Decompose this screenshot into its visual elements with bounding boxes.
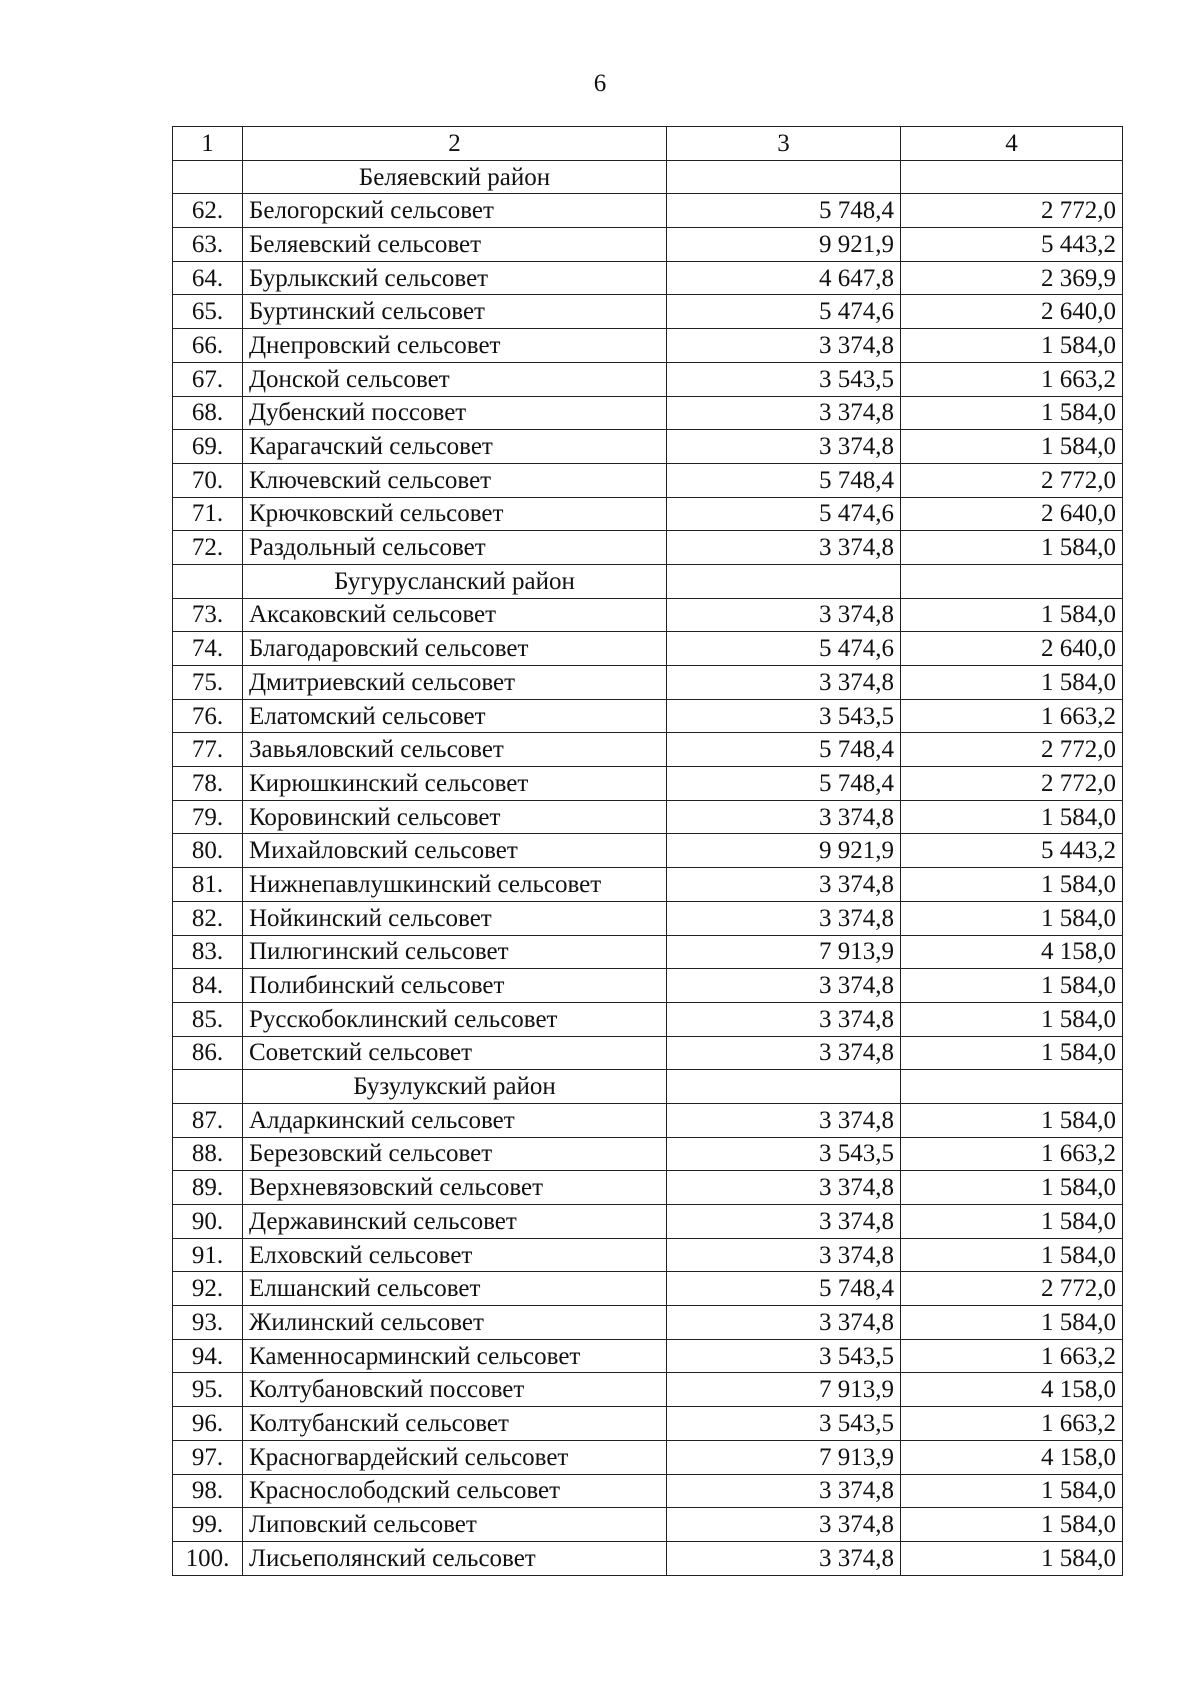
value-column-3: 5 748,4 [667,767,901,801]
row-number: 80. [173,834,243,868]
value-column-4: 2 640,0 [901,295,1123,329]
value-column-3: 3 374,8 [667,430,901,464]
table-row [173,531,1123,565]
row-number: 67. [173,362,243,396]
district-row [173,564,1123,598]
municipality-name: Крючковский сельсовет [243,497,667,531]
value-column-4: 2 772,0 [901,194,1123,228]
value-column-4: 1 584,0 [901,1474,1123,1508]
table-row [173,430,1123,464]
value-column-4: 1 663,2 [901,1137,1123,1171]
municipality-name: Державинский сельсовет [243,1205,667,1239]
value-column-4: 1 584,0 [901,396,1123,430]
row-number: 89. [173,1171,243,1205]
value-column-4: 1 584,0 [901,598,1123,632]
column-header-2: 2 [243,127,667,161]
value-column-4: 1 584,0 [901,1306,1123,1340]
row-number: 70. [173,463,243,497]
municipality-name: Верхневязовский сельсовет [243,1171,667,1205]
municipality-name: Дмитриевский сельсовет [243,666,667,700]
value-column-4: 1 584,0 [901,1036,1123,1070]
municipality-name: Михайловский сельсовет [243,834,667,868]
allocation-table [172,126,1123,1576]
district-empty-cell [173,1070,243,1104]
table-row [173,497,1123,531]
value-column-4: 1 584,0 [901,430,1123,464]
value-column-3: 3 374,8 [667,1103,901,1137]
row-number: 84. [173,969,243,1003]
municipality-name: Краснослободский сельсовет [243,1474,667,1508]
row-number: 97. [173,1440,243,1474]
value-column-4: 1 584,0 [901,1541,1123,1575]
value-column-3: 3 374,8 [667,666,901,700]
value-column-3: 3 374,8 [667,1541,901,1575]
value-column-4: 1 663,2 [901,1407,1123,1441]
row-number: 98. [173,1474,243,1508]
district-empty-cell [173,564,243,598]
table-row [173,1339,1123,1373]
value-column-4: 1 584,0 [901,1103,1123,1137]
row-number: 83. [173,935,243,969]
value-column-4: 1 663,2 [901,362,1123,396]
value-column-3: 3 374,8 [667,531,901,565]
row-number: 75. [173,666,243,700]
row-number: 69. [173,430,243,464]
table-row [173,1036,1123,1070]
value-column-3: 3 374,8 [667,1474,901,1508]
value-column-3: 5 748,4 [667,733,901,767]
municipality-name: Елатомский сельсовет [243,699,667,733]
row-number: 71. [173,497,243,531]
value-column-4: 1 584,0 [901,666,1123,700]
value-column-3: 3 374,8 [667,1205,901,1239]
district-empty-cell [901,1070,1123,1104]
value-column-4: 5 443,2 [901,228,1123,262]
value-column-3: 3 374,8 [667,396,901,430]
municipality-name: Бурлыкский сельсовет [243,261,667,295]
value-column-4: 1 584,0 [901,1238,1123,1272]
value-column-4: 2 772,0 [901,767,1123,801]
municipality-name: Дубенский поссовет [243,396,667,430]
value-column-3: 3 374,8 [667,329,901,363]
table-row [173,228,1123,262]
municipality-name: Завьяловский сельсовет [243,733,667,767]
table-row [173,463,1123,497]
value-column-3: 3 543,5 [667,699,901,733]
value-column-4: 1 584,0 [901,1171,1123,1205]
value-column-4: 2 640,0 [901,497,1123,531]
value-column-3: 3 374,8 [667,598,901,632]
row-number: 72. [173,531,243,565]
municipality-name: Елшанский сельсовет [243,1272,667,1306]
district-empty-cell [901,564,1123,598]
row-number: 74. [173,632,243,666]
row-number: 81. [173,868,243,902]
municipality-name: Березовский сельсовет [243,1137,667,1171]
table-row [173,1306,1123,1340]
value-column-4: 1 584,0 [901,969,1123,1003]
table-row [173,1238,1123,1272]
table-row [173,194,1123,228]
table-row [173,261,1123,295]
municipality-name: Беляевский сельсовет [243,228,667,262]
value-column-4: 4 158,0 [901,935,1123,969]
district-empty-cell [667,564,901,598]
table-row [173,396,1123,430]
table-row [173,935,1123,969]
table-row [173,1541,1123,1575]
table-row [173,1272,1123,1306]
row-number: 82. [173,901,243,935]
municipality-name: Карагачский сельсовет [243,430,667,464]
table-row [173,699,1123,733]
municipality-name: Аксаковский сельсовет [243,598,667,632]
value-column-4: 2 369,9 [901,261,1123,295]
municipality-name: Благодаровский сельсовет [243,632,667,666]
municipality-name: Колтубановский поссовет [243,1373,667,1407]
table-row [173,1373,1123,1407]
value-column-3: 9 921,9 [667,228,901,262]
value-column-3: 3 374,8 [667,1002,901,1036]
table-row [173,362,1123,396]
value-column-3: 3 374,8 [667,1508,901,1542]
value-column-4: 2 772,0 [901,463,1123,497]
value-column-3: 4 647,8 [667,261,901,295]
row-number: 85. [173,1002,243,1036]
district-empty-cell [173,160,243,194]
value-column-4: 1 663,2 [901,1339,1123,1373]
row-number: 65. [173,295,243,329]
row-number: 100. [173,1541,243,1575]
municipality-name: Липовский сельсовет [243,1508,667,1542]
table-row [173,868,1123,902]
row-number: 93. [173,1306,243,1340]
column-header-4: 4 [901,127,1123,161]
district-empty-cell [667,160,901,194]
row-number: 63. [173,228,243,262]
value-column-3: 5 474,6 [667,497,901,531]
value-column-4: 1 584,0 [901,329,1123,363]
value-column-4: 1 584,0 [901,1508,1123,1542]
value-column-4: 1 584,0 [901,1205,1123,1239]
municipality-name: Русскобоклинский сельсовет [243,1002,667,1036]
value-column-3: 7 913,9 [667,1373,901,1407]
row-number: 95. [173,1373,243,1407]
value-column-3: 3 374,8 [667,800,901,834]
value-column-3: 3 374,8 [667,868,901,902]
value-column-3: 9 921,9 [667,834,901,868]
value-column-3: 3 374,8 [667,1171,901,1205]
table-row [173,329,1123,363]
table-row [173,1508,1123,1542]
table-body [173,127,1123,1576]
district-empty-cell [901,160,1123,194]
row-number: 94. [173,1339,243,1373]
table-row [173,632,1123,666]
header-row [173,127,1123,161]
row-number: 99. [173,1508,243,1542]
value-column-4: 1 584,0 [901,1002,1123,1036]
value-column-4: 2 772,0 [901,1272,1123,1306]
municipality-name: Каменносарминский сельсовет [243,1339,667,1373]
row-number: 66. [173,329,243,363]
row-number: 96. [173,1407,243,1441]
row-number: 73. [173,598,243,632]
page-number: 6 [593,70,607,97]
table-row [173,666,1123,700]
table-row [173,901,1123,935]
row-number: 68. [173,396,243,430]
district-title: Бугурусланский район [243,564,667,598]
municipality-name: Советский сельсовет [243,1036,667,1070]
value-column-3: 3 374,8 [667,901,901,935]
municipality-name: Донской сельсовет [243,362,667,396]
value-column-3: 5 748,4 [667,194,901,228]
table-row [173,800,1123,834]
table-row [173,1440,1123,1474]
municipality-name: Раздольный сельсовет [243,531,667,565]
municipality-name: Белогорский сельсовет [243,194,667,228]
table-row [173,1171,1123,1205]
table-row [173,767,1123,801]
municipality-name: Елховский сельсовет [243,1238,667,1272]
municipality-name: Жилинский сельсовет [243,1306,667,1340]
value-column-4: 2 640,0 [901,632,1123,666]
column-header-1: 1 [173,127,243,161]
value-column-4: 1 584,0 [901,800,1123,834]
table-row [173,733,1123,767]
value-column-3: 3 543,5 [667,362,901,396]
row-number: 86. [173,1036,243,1070]
table-row [173,1205,1123,1239]
value-column-3: 3 374,8 [667,969,901,1003]
municipality-name: Полибинский сельсовет [243,969,667,1003]
table-row [173,1407,1123,1441]
municipality-name: Кирюшкинский сельсовет [243,767,667,801]
row-number: 62. [173,194,243,228]
district-title: Бузулукский район [243,1070,667,1104]
municipality-name: Лисьеполянский сельсовет [243,1541,667,1575]
row-number: 88. [173,1137,243,1171]
row-number: 92. [173,1272,243,1306]
municipality-name: Алдаркинский сельсовет [243,1103,667,1137]
municipality-name: Днепровский сельсовет [243,329,667,363]
value-column-4: 2 772,0 [901,733,1123,767]
row-number: 91. [173,1238,243,1272]
municipality-name: Нойкинский сельсовет [243,901,667,935]
table-row [173,969,1123,1003]
row-number: 77. [173,733,243,767]
district-title: Беляевский район [243,160,667,194]
municipality-name: Колтубанский сельсовет [243,1407,667,1441]
value-column-3: 3 374,8 [667,1036,901,1070]
municipality-name: Пилюгинский сельсовет [243,935,667,969]
district-empty-cell [667,1070,901,1104]
value-column-4: 1 584,0 [901,901,1123,935]
value-column-4: 1 584,0 [901,531,1123,565]
value-column-4: 4 158,0 [901,1373,1123,1407]
row-number: 79. [173,800,243,834]
value-column-3: 3 543,5 [667,1339,901,1373]
table-row [173,1103,1123,1137]
value-column-4: 5 443,2 [901,834,1123,868]
value-column-3: 7 913,9 [667,1440,901,1474]
value-column-3: 3 374,8 [667,1238,901,1272]
municipality-name: Буртинский сельсовет [243,295,667,329]
row-number: 64. [173,261,243,295]
municipality-name: Коровинский сельсовет [243,800,667,834]
row-number: 76. [173,699,243,733]
value-column-4: 4 158,0 [901,1440,1123,1474]
row-number: 90. [173,1205,243,1239]
row-number: 78. [173,767,243,801]
municipality-name: Ключевский сельсовет [243,463,667,497]
value-column-4: 1 584,0 [901,868,1123,902]
district-row [173,1070,1123,1104]
value-column-3: 5 748,4 [667,1272,901,1306]
value-column-3: 3 543,5 [667,1137,901,1171]
table-row [173,598,1123,632]
table-row [173,834,1123,868]
value-column-3: 5 474,6 [667,295,901,329]
row-number: 87. [173,1103,243,1137]
value-column-3: 5 748,4 [667,463,901,497]
municipality-name: Нижнепавлушкинский сельсовет [243,868,667,902]
value-column-3: 3 374,8 [667,1306,901,1340]
table-row [173,1474,1123,1508]
district-row [173,160,1123,194]
value-column-3: 7 913,9 [667,935,901,969]
value-column-3: 5 474,6 [667,632,901,666]
municipality-name: Красногвардейский сельсовет [243,1440,667,1474]
value-column-3: 3 543,5 [667,1407,901,1441]
value-column-4: 1 663,2 [901,699,1123,733]
table-row [173,1002,1123,1036]
table-row [173,295,1123,329]
column-header-3: 3 [667,127,901,161]
table-row [173,1137,1123,1171]
